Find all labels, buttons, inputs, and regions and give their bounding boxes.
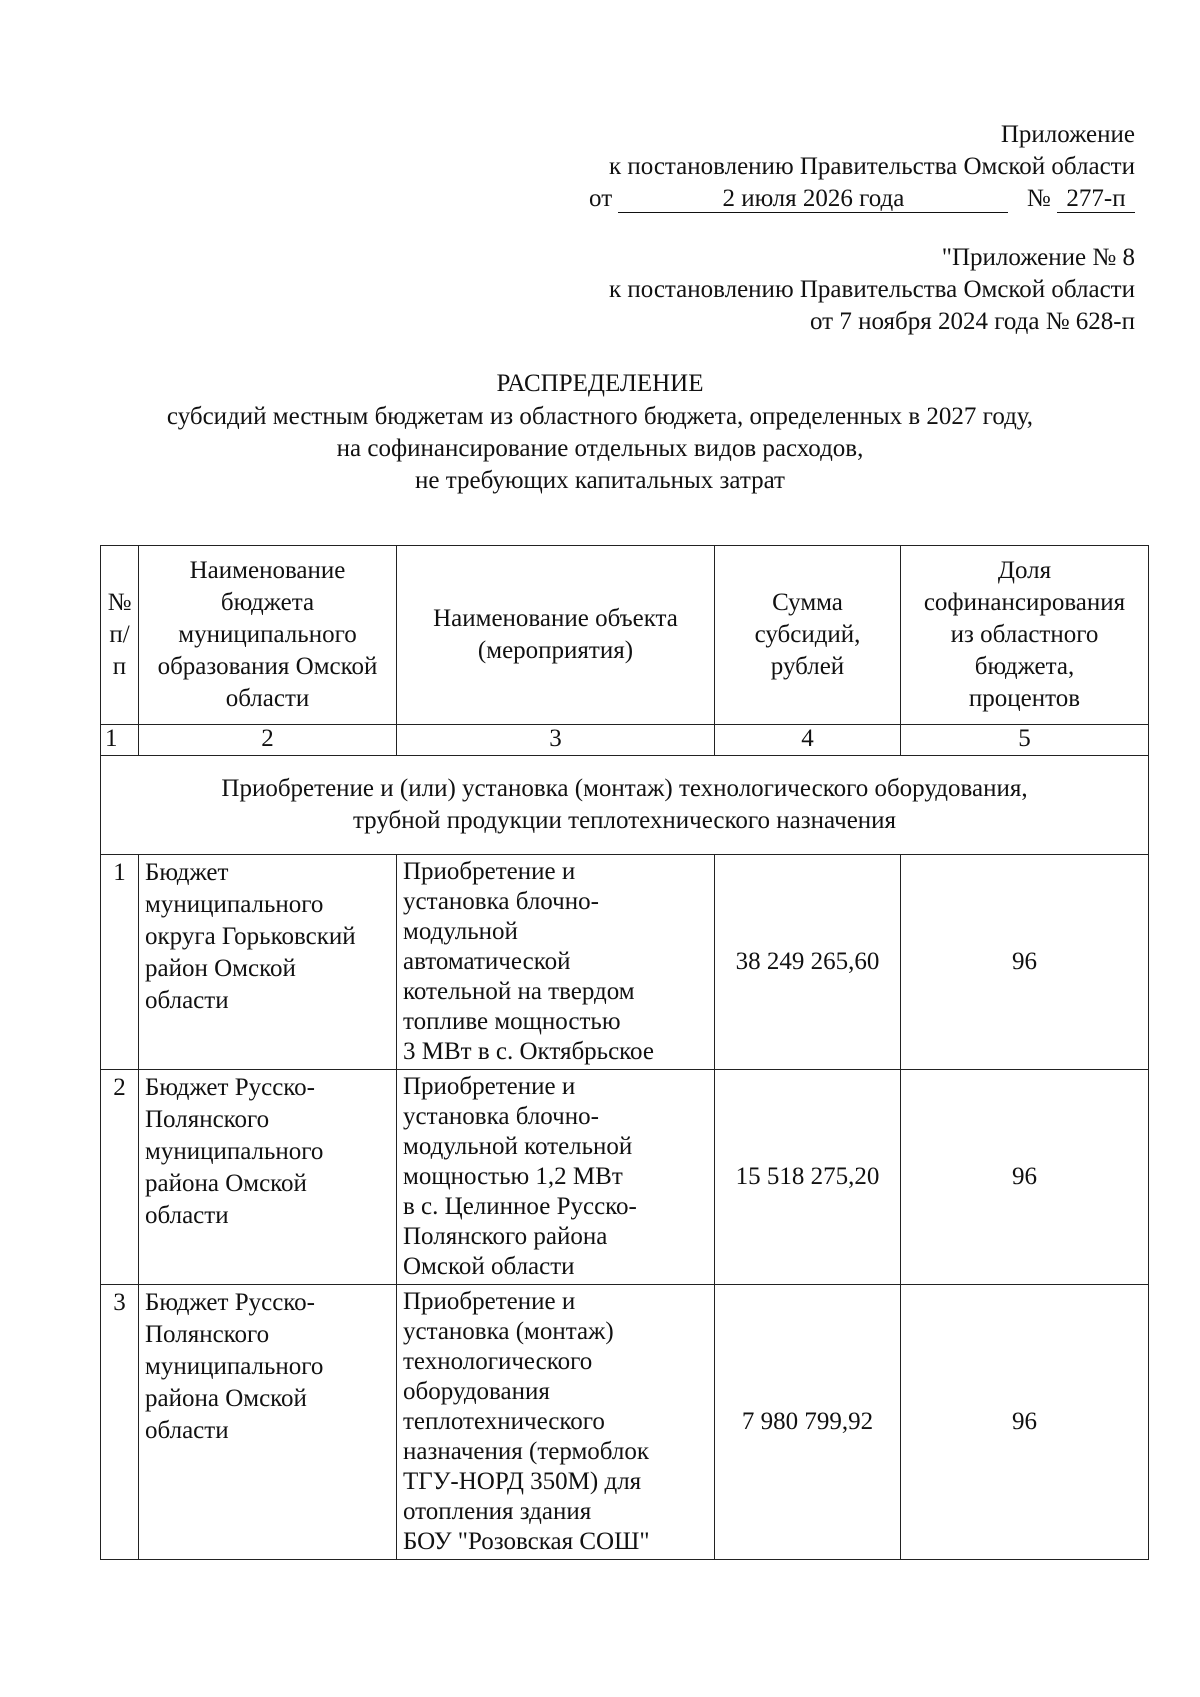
appendix-label: Приложение [1000, 121, 1135, 148]
row-object: Приобретение и установка (монтаж) технологического оборудования теплотехнического назначения (термоблок ТГУ-НОРД 350М) для отопления здания БОУ "Розовская СОШ" [397, 1285, 715, 1560]
section-title: Приобретение и (или) установка (монтаж) технологического оборудования, трубной продукции теплотехнического назначения [101, 756, 1149, 855]
resolution-date: 2 июля 2026 года [618, 186, 1008, 213]
appendix-date-line [589, 184, 1135, 214]
col-header-amount: Сумма субсидий, рублей [715, 546, 901, 725]
from-prefix: от [589, 185, 613, 212]
row-budget: Бюджет Русско- Полянского муниципального района Омской области [139, 1070, 397, 1285]
row-budget: Бюджет Русско- Полянского муниципального района Омской области [139, 1285, 397, 1560]
number-prefix: № [1026, 185, 1051, 212]
table-row [101, 1285, 1149, 1560]
row-amount: 38 249 265,60 [715, 855, 901, 1070]
row-object: Приобретение и установка блочно- модульной котельной мощностью 1,2 МВт в с. Целинное Русско- Полянского района Омской области [397, 1070, 715, 1285]
column-number-row [101, 725, 1149, 756]
col-header-object: Наименование объекта (мероприятия) [397, 546, 715, 725]
row-number: 2 [101, 1070, 139, 1285]
col-number-4: 4 [715, 725, 901, 756]
col-header-share: Доля софинансирования из областного бюджета, процентов [901, 546, 1149, 725]
row-share: 96 [901, 1070, 1149, 1285]
appendix-resolution: к постановлению Правительства Омской области [608, 153, 1135, 180]
row-number: 1 [101, 855, 139, 1070]
col-header-number: № п/п [101, 546, 139, 725]
table-header-row [101, 546, 1149, 725]
amended-date-line: от 7 ноября 2024 года № 628-п [810, 308, 1135, 335]
amended-appendix-label: "Приложение № 8 [941, 244, 1135, 271]
doc-heading: РАСПРЕДЕЛЕНИЕ [496, 370, 704, 397]
table-row [101, 1070, 1149, 1285]
row-amount: 7 980 799,92 [715, 1285, 901, 1560]
resolution-number: 277-п [1057, 186, 1135, 213]
distribution-table [100, 545, 1149, 1560]
col-header-budget: Наименование бюджета муниципального образования Омской области [139, 546, 397, 725]
col-number-2: 2 [139, 725, 397, 756]
col-number-1: 1 [101, 725, 139, 756]
doc-subtitle-2: на софинансирование отдельных видов расходов, [336, 435, 864, 462]
doc-subtitle-1: субсидий местным бюджетам из областного бюджета, определенных в 2027 году, [166, 403, 1034, 430]
section-row [101, 756, 1149, 855]
row-budget: Бюджет муниципального округа Горьковский район Омской области [139, 855, 397, 1070]
row-share: 96 [901, 855, 1149, 1070]
row-share: 96 [901, 1285, 1149, 1560]
amended-resolution: к постановлению Правительства Омской области [608, 276, 1135, 303]
col-number-3: 3 [397, 725, 715, 756]
col-number-5: 5 [901, 725, 1149, 756]
row-number: 3 [101, 1285, 139, 1560]
row-object: Приобретение и установка блочно- модульной автоматической котельной на твердом топливе мощностью 3 МВт в с. Октябрьское [397, 855, 715, 1070]
doc-subtitle-3: не требующих капитальных затрат [415, 467, 785, 494]
table-row [101, 855, 1149, 1070]
row-amount: 15 518 275,20 [715, 1070, 901, 1285]
